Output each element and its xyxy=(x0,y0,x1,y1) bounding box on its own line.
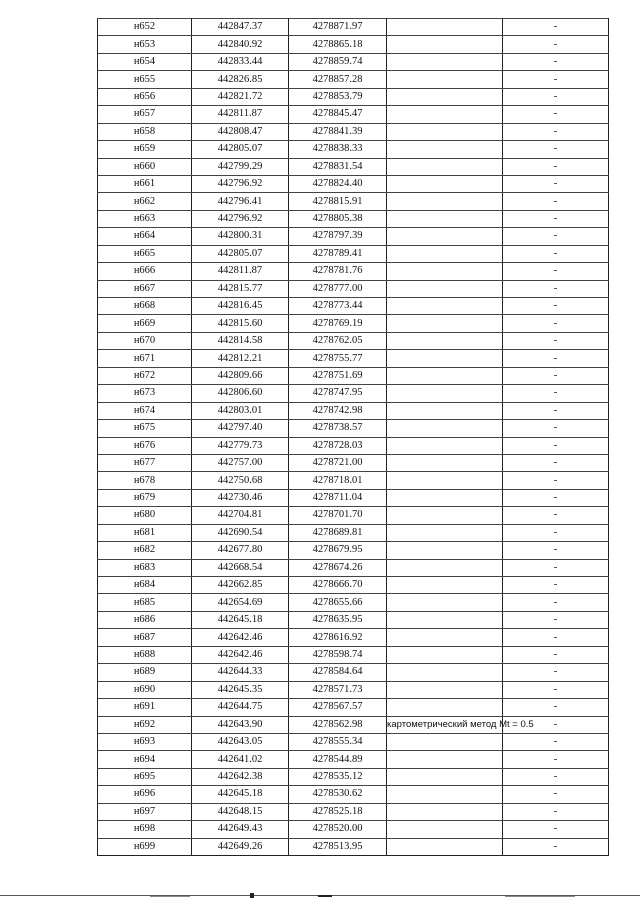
dash-cell: - xyxy=(503,681,609,698)
method-cell xyxy=(387,699,503,716)
y-coordinate-cell: 4278718.01 xyxy=(289,472,387,489)
method-cell xyxy=(387,577,503,594)
y-coordinate-cell: 4278769.19 xyxy=(289,315,387,332)
y-coordinate-cell: 4278853.79 xyxy=(289,88,387,105)
x-coordinate-cell: 442730.46 xyxy=(192,489,289,506)
y-coordinate-cell: 4278838.33 xyxy=(289,141,387,158)
x-coordinate-cell: 442704.81 xyxy=(192,507,289,524)
method-cell xyxy=(387,158,503,175)
table-row xyxy=(98,402,609,419)
dash-cell: - xyxy=(503,786,609,803)
point-cell: н694 xyxy=(98,751,192,768)
y-coordinate-cell: 4278815.91 xyxy=(289,193,387,210)
method-cell xyxy=(387,71,503,88)
x-coordinate-cell: 442805.07 xyxy=(192,245,289,262)
method-cell xyxy=(387,36,503,53)
point-cell: н653 xyxy=(98,36,192,53)
x-coordinate-cell: 442814.58 xyxy=(192,332,289,349)
y-coordinate-cell: 4278530.62 xyxy=(289,786,387,803)
x-coordinate-cell: 442779.73 xyxy=(192,437,289,454)
table-row xyxy=(98,524,609,541)
table-row xyxy=(98,821,609,838)
x-coordinate-cell: 442643.05 xyxy=(192,733,289,750)
table-row xyxy=(98,542,609,559)
method-cell xyxy=(387,646,503,663)
y-coordinate-cell: 4278562.98 xyxy=(289,716,387,733)
y-coordinate-cell: 4278871.97 xyxy=(289,19,387,36)
y-coordinate-cell: 4278728.03 xyxy=(289,437,387,454)
y-coordinate-cell: 4278859.74 xyxy=(289,53,387,70)
table-row xyxy=(98,489,609,506)
coordinates-table xyxy=(97,18,609,856)
point-cell: н660 xyxy=(98,158,192,175)
dash-cell: - xyxy=(503,699,609,716)
table-row xyxy=(98,681,609,698)
point-cell: н663 xyxy=(98,210,192,227)
x-coordinate-cell: 442796.92 xyxy=(192,210,289,227)
y-coordinate-cell: 4278567.57 xyxy=(289,699,387,716)
x-coordinate-cell: 442815.60 xyxy=(192,315,289,332)
x-coordinate-cell: 442800.31 xyxy=(192,228,289,245)
x-coordinate-cell: 442644.75 xyxy=(192,699,289,716)
table-row xyxy=(98,210,609,227)
method-cell xyxy=(387,472,503,489)
table-row xyxy=(98,19,609,36)
dash-cell: - xyxy=(503,559,609,576)
x-coordinate-cell: 442645.35 xyxy=(192,681,289,698)
x-coordinate-cell: 442816.45 xyxy=(192,298,289,315)
table-row xyxy=(98,437,609,454)
dash-cell: - xyxy=(503,71,609,88)
point-cell: н673 xyxy=(98,385,192,402)
dash-cell: - xyxy=(503,53,609,70)
table-row xyxy=(98,245,609,262)
y-coordinate-cell: 4278535.12 xyxy=(289,768,387,785)
x-coordinate-cell: 442690.54 xyxy=(192,524,289,541)
method-cell xyxy=(387,454,503,471)
method-cell xyxy=(387,733,503,750)
dash-cell: - xyxy=(503,646,609,663)
point-cell: н687 xyxy=(98,629,192,646)
y-coordinate-cell: 4278721.00 xyxy=(289,454,387,471)
table-row xyxy=(98,629,609,646)
dash-cell: - xyxy=(503,489,609,506)
x-coordinate-cell: 442796.41 xyxy=(192,193,289,210)
point-cell: н679 xyxy=(98,489,192,506)
point-cell: н669 xyxy=(98,315,192,332)
x-coordinate-cell: 442799.29 xyxy=(192,158,289,175)
method-cell xyxy=(387,594,503,611)
method-cell xyxy=(387,106,503,123)
dash-cell: - xyxy=(503,437,609,454)
table-row xyxy=(98,733,609,750)
x-coordinate-cell: 442821.72 xyxy=(192,88,289,105)
x-coordinate-cell: 442797.40 xyxy=(192,420,289,437)
y-coordinate-cell: 4278747.95 xyxy=(289,385,387,402)
dash-cell: - xyxy=(503,751,609,768)
scan-artifact xyxy=(250,893,254,898)
y-coordinate-cell: 4278555.34 xyxy=(289,733,387,750)
y-coordinate-cell: 4278824.40 xyxy=(289,175,387,192)
point-cell: н698 xyxy=(98,821,192,838)
method-cell xyxy=(387,193,503,210)
y-coordinate-cell: 4278616.92 xyxy=(289,629,387,646)
y-coordinate-cell: 4278738.57 xyxy=(289,420,387,437)
point-cell: н681 xyxy=(98,524,192,541)
table-row xyxy=(98,263,609,280)
dash-cell: - xyxy=(503,228,609,245)
x-coordinate-cell: 442644.33 xyxy=(192,664,289,681)
y-coordinate-cell: 4278773.44 xyxy=(289,298,387,315)
method-cell xyxy=(387,838,503,855)
method-cell xyxy=(387,821,503,838)
table-row xyxy=(98,838,609,855)
x-coordinate-cell: 442642.38 xyxy=(192,768,289,785)
x-coordinate-cell: 442833.44 xyxy=(192,53,289,70)
x-coordinate-cell: 442847.37 xyxy=(192,19,289,36)
method-cell xyxy=(387,263,503,280)
x-coordinate-cell: 442677.80 xyxy=(192,542,289,559)
x-coordinate-cell: 442649.43 xyxy=(192,821,289,838)
table-row xyxy=(98,193,609,210)
point-cell: н657 xyxy=(98,106,192,123)
table-row xyxy=(98,454,609,471)
table-row xyxy=(98,88,609,105)
dash-cell: - xyxy=(503,402,609,419)
dash-cell: - xyxy=(503,716,609,733)
dash-cell: - xyxy=(503,106,609,123)
table-row xyxy=(98,611,609,628)
y-coordinate-cell: 4278655.66 xyxy=(289,594,387,611)
x-coordinate-cell: 442662.85 xyxy=(192,577,289,594)
method-cell xyxy=(387,803,503,820)
point-cell: н686 xyxy=(98,611,192,628)
y-coordinate-cell: 4278831.54 xyxy=(289,158,387,175)
dash-cell: - xyxy=(503,629,609,646)
dash-cell: - xyxy=(503,367,609,384)
point-cell: н664 xyxy=(98,228,192,245)
method-cell xyxy=(387,53,503,70)
dash-cell: - xyxy=(503,542,609,559)
coordinates-table-body xyxy=(98,19,609,856)
y-coordinate-cell: 4278742.98 xyxy=(289,402,387,419)
x-coordinate-cell: 442757.00 xyxy=(192,454,289,471)
dash-cell: - xyxy=(503,611,609,628)
dash-cell: - xyxy=(503,821,609,838)
method-cell xyxy=(387,664,503,681)
table-row xyxy=(98,768,609,785)
point-cell: н680 xyxy=(98,507,192,524)
dash-cell: - xyxy=(503,332,609,349)
table-row xyxy=(98,53,609,70)
x-coordinate-cell: 442642.46 xyxy=(192,629,289,646)
scan-artifact xyxy=(150,896,190,897)
y-coordinate-cell: 4278762.05 xyxy=(289,332,387,349)
x-coordinate-cell: 442808.47 xyxy=(192,123,289,140)
dash-cell: - xyxy=(503,350,609,367)
y-coordinate-cell: 4278857.28 xyxy=(289,71,387,88)
point-cell: н690 xyxy=(98,681,192,698)
table-row xyxy=(98,315,609,332)
point-cell: н695 xyxy=(98,768,192,785)
y-coordinate-cell: 4278805.38 xyxy=(289,210,387,227)
point-cell: н659 xyxy=(98,141,192,158)
y-coordinate-cell: 4278841.39 xyxy=(289,123,387,140)
scan-artifact xyxy=(505,896,575,897)
y-coordinate-cell: 4278797.39 xyxy=(289,228,387,245)
table-row xyxy=(98,646,609,663)
method-cell xyxy=(387,507,503,524)
point-cell: н661 xyxy=(98,175,192,192)
y-coordinate-cell: 4278513.95 xyxy=(289,838,387,855)
method-cell xyxy=(387,245,503,262)
table-row xyxy=(98,577,609,594)
point-cell: н672 xyxy=(98,367,192,384)
table-row xyxy=(98,594,609,611)
point-cell: н675 xyxy=(98,420,192,437)
dash-cell: - xyxy=(503,454,609,471)
table-row xyxy=(98,559,609,576)
y-coordinate-cell: 4278701.70 xyxy=(289,507,387,524)
x-coordinate-cell: 442642.46 xyxy=(192,646,289,663)
table-row xyxy=(98,803,609,820)
point-cell: н666 xyxy=(98,263,192,280)
method-note: картометрический метод Mt = 0.5 xyxy=(387,716,503,733)
point-cell: н668 xyxy=(98,298,192,315)
table-row xyxy=(98,280,609,297)
y-coordinate-cell: 4278635.95 xyxy=(289,611,387,628)
y-coordinate-cell: 4278666.70 xyxy=(289,577,387,594)
x-coordinate-cell: 442645.18 xyxy=(192,786,289,803)
point-cell: н692 xyxy=(98,716,192,733)
x-coordinate-cell: 442649.26 xyxy=(192,838,289,855)
table-row xyxy=(98,228,609,245)
point-cell: н684 xyxy=(98,577,192,594)
x-coordinate-cell: 442826.85 xyxy=(192,71,289,88)
x-coordinate-cell: 442809.66 xyxy=(192,367,289,384)
x-coordinate-cell: 442796.92 xyxy=(192,175,289,192)
x-coordinate-cell: 442815.77 xyxy=(192,280,289,297)
y-coordinate-cell: 4278584.64 xyxy=(289,664,387,681)
x-coordinate-cell: 442812.21 xyxy=(192,350,289,367)
table-row xyxy=(98,751,609,768)
dash-cell: - xyxy=(503,210,609,227)
table-row xyxy=(98,472,609,489)
table-row xyxy=(98,123,609,140)
dash-cell: - xyxy=(503,472,609,489)
method-cell xyxy=(387,175,503,192)
point-cell: н685 xyxy=(98,594,192,611)
point-cell: н665 xyxy=(98,245,192,262)
dash-cell: - xyxy=(503,158,609,175)
table-row xyxy=(98,367,609,384)
x-coordinate-cell: 442811.87 xyxy=(192,106,289,123)
table-row xyxy=(98,332,609,349)
method-cell xyxy=(387,402,503,419)
point-cell: н658 xyxy=(98,123,192,140)
y-coordinate-cell: 4278520.00 xyxy=(289,821,387,838)
y-coordinate-cell: 4278679.95 xyxy=(289,542,387,559)
dash-cell: - xyxy=(503,19,609,36)
method-cell xyxy=(387,420,503,437)
dash-cell: - xyxy=(503,36,609,53)
method-cell xyxy=(387,315,503,332)
y-coordinate-cell: 4278571.73 xyxy=(289,681,387,698)
point-cell: н652 xyxy=(98,19,192,36)
dash-cell: - xyxy=(503,733,609,750)
x-coordinate-cell: 442805.07 xyxy=(192,141,289,158)
y-coordinate-cell: 4278845.47 xyxy=(289,106,387,123)
point-cell: н656 xyxy=(98,88,192,105)
point-cell: н677 xyxy=(98,454,192,471)
y-coordinate-cell: 4278689.81 xyxy=(289,524,387,541)
table-row xyxy=(98,385,609,402)
dash-cell: - xyxy=(503,123,609,140)
y-coordinate-cell: 4278751.69 xyxy=(289,367,387,384)
x-coordinate-cell: 442750.68 xyxy=(192,472,289,489)
point-cell: н654 xyxy=(98,53,192,70)
table-row xyxy=(98,36,609,53)
y-coordinate-cell: 4278674.26 xyxy=(289,559,387,576)
point-cell: н697 xyxy=(98,803,192,820)
dash-cell: - xyxy=(503,594,609,611)
point-cell: н662 xyxy=(98,193,192,210)
dash-cell: - xyxy=(503,524,609,541)
method-cell xyxy=(387,367,503,384)
dash-cell: - xyxy=(503,420,609,437)
dash-cell: - xyxy=(503,88,609,105)
table-row xyxy=(98,175,609,192)
method-cell xyxy=(387,524,503,541)
dash-cell: - xyxy=(503,803,609,820)
x-coordinate-cell: 442654.69 xyxy=(192,594,289,611)
method-cell xyxy=(387,751,503,768)
table-row xyxy=(98,420,609,437)
scan-artifact xyxy=(318,895,332,897)
x-coordinate-cell: 442803.01 xyxy=(192,402,289,419)
dash-cell: - xyxy=(503,193,609,210)
x-coordinate-cell: 442645.18 xyxy=(192,611,289,628)
dash-cell: - xyxy=(503,280,609,297)
method-cell xyxy=(387,141,503,158)
method-cell xyxy=(387,559,503,576)
point-cell: н678 xyxy=(98,472,192,489)
method-cell xyxy=(387,228,503,245)
y-coordinate-cell: 4278711.04 xyxy=(289,489,387,506)
x-coordinate-cell: 442840.92 xyxy=(192,36,289,53)
method-cell xyxy=(387,19,503,36)
table-row xyxy=(98,71,609,88)
method-cell xyxy=(387,437,503,454)
method-cell xyxy=(387,280,503,297)
point-cell: н655 xyxy=(98,71,192,88)
y-coordinate-cell: 4278865.18 xyxy=(289,36,387,53)
x-coordinate-cell: 442668.54 xyxy=(192,559,289,576)
y-coordinate-cell: 4278544.89 xyxy=(289,751,387,768)
x-coordinate-cell: 442648.15 xyxy=(192,803,289,820)
table-row xyxy=(98,699,609,716)
x-coordinate-cell: 442811.87 xyxy=(192,263,289,280)
point-cell: н674 xyxy=(98,402,192,419)
method-cell xyxy=(387,123,503,140)
method-cell xyxy=(387,298,503,315)
dash-cell: - xyxy=(503,385,609,402)
point-cell: н667 xyxy=(98,280,192,297)
point-cell: н689 xyxy=(98,664,192,681)
y-coordinate-cell: 4278525.18 xyxy=(289,803,387,820)
point-cell: н683 xyxy=(98,559,192,576)
method-cell xyxy=(387,489,503,506)
y-coordinate-cell: 4278777.00 xyxy=(289,280,387,297)
x-coordinate-cell: 442641.02 xyxy=(192,751,289,768)
table-row xyxy=(98,106,609,123)
table-row xyxy=(98,507,609,524)
dash-cell: - xyxy=(503,838,609,855)
table-row xyxy=(98,141,609,158)
method-cell xyxy=(387,88,503,105)
dash-cell: - xyxy=(503,507,609,524)
table-row xyxy=(98,716,609,733)
method-cell xyxy=(387,350,503,367)
table-row xyxy=(98,158,609,175)
method-cell xyxy=(387,611,503,628)
method-cell xyxy=(387,786,503,803)
point-cell: н676 xyxy=(98,437,192,454)
point-cell: н670 xyxy=(98,332,192,349)
method-cell xyxy=(387,210,503,227)
point-cell: н688 xyxy=(98,646,192,663)
dash-cell: - xyxy=(503,315,609,332)
point-cell: н691 xyxy=(98,699,192,716)
dash-cell: - xyxy=(503,664,609,681)
point-cell: н671 xyxy=(98,350,192,367)
dash-cell: - xyxy=(503,298,609,315)
method-cell xyxy=(387,332,503,349)
method-cell xyxy=(387,768,503,785)
y-coordinate-cell: 4278781.76 xyxy=(289,263,387,280)
y-coordinate-cell: 4278789.41 xyxy=(289,245,387,262)
method-cell xyxy=(387,542,503,559)
point-cell: н693 xyxy=(98,733,192,750)
dash-cell: - xyxy=(503,141,609,158)
table-row xyxy=(98,786,609,803)
table-row xyxy=(98,350,609,367)
dash-cell: - xyxy=(503,245,609,262)
method-cell xyxy=(387,629,503,646)
method-cell xyxy=(387,385,503,402)
dash-cell: - xyxy=(503,577,609,594)
point-cell: н696 xyxy=(98,786,192,803)
table-row xyxy=(98,298,609,315)
point-cell: н699 xyxy=(98,838,192,855)
y-coordinate-cell: 4278755.77 xyxy=(289,350,387,367)
dash-cell: - xyxy=(503,768,609,785)
table-row xyxy=(98,664,609,681)
method-cell xyxy=(387,681,503,698)
dash-cell: - xyxy=(503,175,609,192)
x-coordinate-cell: 442806.60 xyxy=(192,385,289,402)
point-cell: н682 xyxy=(98,542,192,559)
y-coordinate-cell: 4278598.74 xyxy=(289,646,387,663)
dash-cell: - xyxy=(503,263,609,280)
x-coordinate-cell: 442643.90 xyxy=(192,716,289,733)
